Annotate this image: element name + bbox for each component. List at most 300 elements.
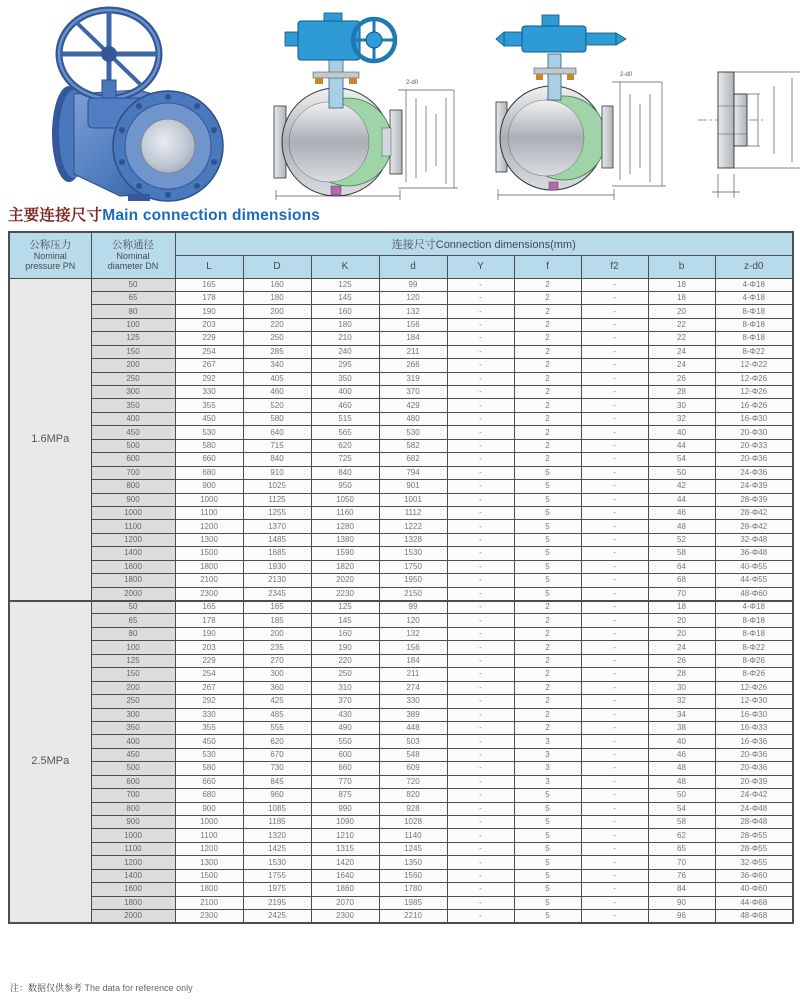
dim-cell: 220 <box>243 318 311 331</box>
dim-cell: - <box>581 318 648 331</box>
dn-cell: 2000 <box>91 587 175 600</box>
dim-cell: 24 <box>648 345 715 358</box>
dim-cell: 319 <box>379 372 447 385</box>
dim-cell: 2 <box>514 439 581 452</box>
stem-section <box>329 60 343 108</box>
dim-cell: 160 <box>311 627 379 640</box>
dn-cell: 1100 <box>91 520 175 533</box>
dim-cell: 132 <box>379 305 447 318</box>
dim-cell: 96 <box>648 910 715 923</box>
dim-cell: 2070 <box>311 896 379 909</box>
dim-cell: 1210 <box>311 829 379 842</box>
dim-cell: 26 <box>648 372 715 385</box>
dim-cell: 250 <box>311 668 379 681</box>
dim-cell: 99 <box>379 278 447 291</box>
table-body <box>9 278 793 923</box>
dim-cell: 254 <box>175 345 243 358</box>
dim-cell: 200 <box>243 305 311 318</box>
dim-cell: 20-Φ36 <box>715 762 793 775</box>
dim-cell: 44 <box>648 439 715 452</box>
dim-cell: 42 <box>648 480 715 493</box>
dn-cell: 50 <box>91 278 175 291</box>
col-header-zd0: z-d0 <box>715 256 793 279</box>
dim-cell: 3 <box>514 735 581 748</box>
dim-cell: 1530 <box>379 547 447 560</box>
dim-cell: 682 <box>379 453 447 466</box>
dim-cell: 1000 <box>175 493 243 506</box>
dim-cell: 405 <box>243 372 311 385</box>
dim-cell: 582 <box>379 439 447 452</box>
dim-cell: 794 <box>379 466 447 479</box>
dim-cell: 266 <box>379 359 447 372</box>
bonnet-plate <box>313 72 359 78</box>
dim-cell: - <box>447 332 514 345</box>
dim-cell: 2345 <box>243 587 311 600</box>
dim-cell: 184 <box>379 332 447 345</box>
dim-cell: 1100 <box>175 506 243 519</box>
dim-cell: 5 <box>514 493 581 506</box>
dim-cell: 2 <box>514 695 581 708</box>
dim-cell: - <box>581 735 648 748</box>
dn-cell: 2000 <box>91 910 175 923</box>
dim-cell: 2 <box>514 318 581 331</box>
dim-cell: - <box>447 789 514 802</box>
dim-cell: 355 <box>175 399 243 412</box>
dim-cell: 1090 <box>311 816 379 829</box>
dim-cell: 36-Φ60 <box>715 869 793 882</box>
dim-cell: - <box>581 412 648 425</box>
dim-cell: 132 <box>379 627 447 640</box>
dim-cell: - <box>447 305 514 318</box>
dim-cell: 292 <box>175 372 243 385</box>
dim-cell: - <box>581 506 648 519</box>
table-row <box>9 816 793 829</box>
table-row <box>9 856 793 869</box>
dimension-label: 2-d0 <box>620 72 633 78</box>
dim-cell: 715 <box>243 439 311 452</box>
dim-cell: 270 <box>243 654 311 667</box>
figures-row <box>0 2 800 202</box>
dim-cell: 1425 <box>243 842 311 855</box>
dim-cell: 680 <box>175 466 243 479</box>
dim-cell: - <box>581 533 648 546</box>
dim-cell: 2 <box>514 345 581 358</box>
dim-cell: - <box>447 359 514 372</box>
dim-cell: - <box>447 856 514 869</box>
dim-cell: 1185 <box>243 816 311 829</box>
dim-cell: 48 <box>648 775 715 788</box>
dim-cell: 2 <box>514 278 581 291</box>
valve-section-side-figure <box>494 2 672 202</box>
dim-cell: 990 <box>311 802 379 815</box>
dim-cell: 1100 <box>175 829 243 842</box>
col-header-D: D <box>243 256 311 279</box>
dim-cell: 928 <box>379 802 447 815</box>
dim-cell: 1245 <box>379 842 447 855</box>
dn-cell: 350 <box>91 721 175 734</box>
dn-cell: 250 <box>91 372 175 385</box>
dim-cell: 5 <box>514 533 581 546</box>
dim-cell: 1320 <box>243 829 311 842</box>
dim-cell: 220 <box>311 654 379 667</box>
dim-cell: 5 <box>514 560 581 573</box>
table-row <box>9 574 793 587</box>
dim-cell: 5 <box>514 789 581 802</box>
col-header-f: f <box>514 256 581 279</box>
drain-plug <box>128 194 150 201</box>
dim-cell: - <box>581 721 648 734</box>
dim-cell: 24-Φ36 <box>715 466 793 479</box>
dim-cell: 400 <box>311 386 379 399</box>
dim-cell: 16-Φ33 <box>715 721 793 734</box>
right-flange <box>602 106 613 168</box>
footnote-en: The data for reference only <box>84 983 193 993</box>
dn-cell: 1800 <box>91 574 175 587</box>
dim-cell: 660 <box>175 775 243 788</box>
dim-cell: - <box>581 910 648 923</box>
dim-cell: 550 <box>311 735 379 748</box>
dim-cell: 160 <box>243 278 311 291</box>
dim-cell: 1860 <box>311 883 379 896</box>
dim-cell: 24-Φ48 <box>715 802 793 815</box>
table-row <box>9 506 793 519</box>
dim-cell: 145 <box>311 614 379 627</box>
col-header-f2: f2 <box>581 256 648 279</box>
dim-cell: - <box>447 721 514 734</box>
dim-cell: 210 <box>311 332 379 345</box>
dim-cell: - <box>447 533 514 546</box>
table-row <box>9 735 793 748</box>
dim-cell: - <box>581 560 648 573</box>
dim-cell: - <box>581 453 648 466</box>
col-header-K: K <box>311 256 379 279</box>
dim-cell: - <box>581 291 648 304</box>
dim-cell: - <box>447 480 514 493</box>
table-row <box>9 466 793 479</box>
dim-cell: 1500 <box>175 869 243 882</box>
dim-cell: 1280 <box>311 520 379 533</box>
dim-cell: 503 <box>379 735 447 748</box>
dim-cell: 250 <box>243 332 311 345</box>
dim-cell: 2300 <box>175 910 243 923</box>
dim-cell: 2300 <box>311 910 379 923</box>
dim-cell: 5 <box>514 856 581 869</box>
table-row <box>9 627 793 640</box>
dim-cell: 448 <box>379 721 447 734</box>
dim-cell: - <box>447 587 514 600</box>
dim-cell: 68 <box>648 574 715 587</box>
dim-cell: - <box>447 318 514 331</box>
dim-cell: 1350 <box>379 856 447 869</box>
dim-cell: 2 <box>514 614 581 627</box>
dn-cell: 125 <box>91 654 175 667</box>
dn-cell: 900 <box>91 816 175 829</box>
dim-cell: 1370 <box>243 520 311 533</box>
dim-cell: 1560 <box>379 869 447 882</box>
dim-cell: - <box>581 842 648 855</box>
dim-cell: 203 <box>175 318 243 331</box>
dim-cell: 28 <box>648 668 715 681</box>
dim-cell: - <box>447 560 514 573</box>
dn-cell: 500 <box>91 439 175 452</box>
gear-actuator <box>285 13 395 61</box>
dim-cell: 16-Φ30 <box>715 412 793 425</box>
flange-figure <box>696 2 800 202</box>
dim-cell: 12-Φ26 <box>715 386 793 399</box>
valve-section-front-figure <box>268 2 466 202</box>
dim-cell: - <box>581 748 648 761</box>
dim-cell: 620 <box>243 735 311 748</box>
footnote-zh: 注：数据仅供参考 <box>10 983 83 993</box>
dim-cell: 3 <box>514 762 581 775</box>
table-row <box>9 560 793 573</box>
dim-cell: - <box>581 466 648 479</box>
col-header-Y: Y <box>447 256 514 279</box>
table-wrap <box>8 231 794 924</box>
dim-cell: 165 <box>175 278 243 291</box>
dim-cell: 480 <box>379 412 447 425</box>
dim-cell: - <box>581 856 648 869</box>
dim-cell: - <box>581 789 648 802</box>
dim-cell: 680 <box>175 789 243 802</box>
dim-cell: - <box>447 614 514 627</box>
dn-cell: 1200 <box>91 533 175 546</box>
dn-cell: 250 <box>91 695 175 708</box>
dim-cell: - <box>447 775 514 788</box>
dim-cell: 36-Φ48 <box>715 547 793 560</box>
dim-cell: - <box>447 708 514 721</box>
dim-cell: 20-Φ36 <box>715 748 793 761</box>
dim-cell: 1300 <box>175 533 243 546</box>
dim-cell: 16-Φ30 <box>715 708 793 721</box>
dim-cell: 24-Φ39 <box>715 480 793 493</box>
dim-cell: 8-Φ22 <box>715 345 793 358</box>
dn-cell: 450 <box>91 426 175 439</box>
dim-cell: - <box>581 775 648 788</box>
dim-cell: 200 <box>243 627 311 640</box>
dim-cell: 2 <box>514 305 581 318</box>
dim-cell: 178 <box>175 291 243 304</box>
dim-cell: 28-Φ39 <box>715 493 793 506</box>
dim-cell: - <box>581 439 648 452</box>
dim-cell: 1300 <box>175 856 243 869</box>
dim-cell: 300 <box>243 668 311 681</box>
table-row <box>9 829 793 842</box>
dim-cell: 609 <box>379 762 447 775</box>
dim-cell: 58 <box>648 816 715 829</box>
dim-cell: 8-Φ26 <box>715 654 793 667</box>
dim-cell: - <box>581 386 648 399</box>
dim-cell: 370 <box>379 386 447 399</box>
dim-cell: 16-Φ36 <box>715 735 793 748</box>
table-row <box>9 641 793 654</box>
dim-cell: 845 <box>243 775 311 788</box>
dim-cell: - <box>447 372 514 385</box>
dim-cell: 910 <box>243 466 311 479</box>
dim-cell: - <box>581 641 648 654</box>
dim-cell: 3 <box>514 748 581 761</box>
dim-cell: 8-Φ18 <box>715 627 793 640</box>
dim-cell: 2 <box>514 291 581 304</box>
dim-cell: 24-Φ42 <box>715 789 793 802</box>
seat-ring <box>382 128 391 156</box>
valve-section-front <box>268 2 466 202</box>
dim-cell: 76 <box>648 869 715 882</box>
dim-cell: 530 <box>175 426 243 439</box>
dim-cell: 1800 <box>175 883 243 896</box>
dim-cell: - <box>447 345 514 358</box>
dim-cell: 40-Φ55 <box>715 560 793 573</box>
dim-cell: 460 <box>243 386 311 399</box>
dim-cell: 145 <box>311 291 379 304</box>
dim-cell: - <box>447 547 514 560</box>
dim-cell: 5 <box>514 574 581 587</box>
dim-cell: 2 <box>514 654 581 667</box>
dim-cell: - <box>581 480 648 493</box>
dim-cell: 2 <box>514 601 581 614</box>
trunnion <box>549 182 558 190</box>
dim-cell: 330 <box>175 708 243 721</box>
dim-cell: 360 <box>243 681 311 694</box>
dim-cell: 3 <box>514 775 581 788</box>
dim-cell: 24 <box>648 359 715 372</box>
dim-cell: 46 <box>648 506 715 519</box>
dn-cell: 700 <box>91 466 175 479</box>
dim-cell: - <box>581 601 648 614</box>
dim-cell: 2 <box>514 359 581 372</box>
dim-cell: 840 <box>243 453 311 466</box>
dim-cell: 1328 <box>379 533 447 546</box>
dim-cell: 2230 <box>311 587 379 600</box>
dim-cell: 770 <box>311 775 379 788</box>
dim-cell: - <box>581 547 648 560</box>
dim-cell: 44-Φ68 <box>715 896 793 909</box>
dim-cell: 184 <box>379 654 447 667</box>
table-row <box>9 896 793 909</box>
trunnion <box>331 186 341 195</box>
dn-cell: 80 <box>91 627 175 640</box>
dim-cell: 32 <box>648 412 715 425</box>
table-row <box>9 681 793 694</box>
dim-cell: 1950 <box>379 574 447 587</box>
table-row <box>9 668 793 681</box>
dim-cell: 2 <box>514 412 581 425</box>
dim-cell: - <box>447 574 514 587</box>
dim-cell: 38 <box>648 721 715 734</box>
dim-cell: 292 <box>175 695 243 708</box>
dim-cell: - <box>581 332 648 345</box>
footnote <box>10 981 193 994</box>
table-row <box>9 359 793 372</box>
dim-cell: 310 <box>311 681 379 694</box>
dim-cell: 900 <box>175 802 243 815</box>
dim-cell: 2300 <box>175 587 243 600</box>
dim-cell: 600 <box>311 748 379 761</box>
dim-cell: 901 <box>379 480 447 493</box>
dim-cell: 5 <box>514 842 581 855</box>
page-title-zh: 主要连接尺寸 <box>8 207 103 224</box>
dim-cell: 1315 <box>311 842 379 855</box>
stud-nut <box>536 74 543 80</box>
dim-cell: 5 <box>514 869 581 882</box>
table-row <box>9 614 793 627</box>
dim-cell: 2100 <box>175 574 243 587</box>
dim-cell: 950 <box>311 480 379 493</box>
dim-cell: 2210 <box>379 910 447 923</box>
table-row <box>9 802 793 815</box>
dn-cell: 65 <box>91 291 175 304</box>
stud-nut <box>567 74 574 80</box>
dn-cell: 800 <box>91 480 175 493</box>
dim-cell: - <box>447 439 514 452</box>
dim-cell: 190 <box>311 641 379 654</box>
table-row <box>9 399 793 412</box>
dim-cell: 530 <box>175 748 243 761</box>
dim-cell: 5 <box>514 802 581 815</box>
dim-cell: 2195 <box>243 896 311 909</box>
dim-cell: 5 <box>514 910 581 923</box>
dim-cell: 165 <box>243 601 311 614</box>
dim-cell: 2 <box>514 426 581 439</box>
dim-cell: - <box>447 654 514 667</box>
dim-cell: 32 <box>648 695 715 708</box>
dim-cell: 5 <box>514 506 581 519</box>
dim-cell: 46 <box>648 748 715 761</box>
dim-cell: 8-Φ18 <box>715 318 793 331</box>
dn-cell: 1800 <box>91 896 175 909</box>
dim-cell: - <box>447 426 514 439</box>
dim-cell: - <box>447 842 514 855</box>
dim-cell: 425 <box>243 695 311 708</box>
dim-cell: 12-Φ26 <box>715 681 793 694</box>
dim-cell: - <box>581 668 648 681</box>
dim-cell: 2 <box>514 641 581 654</box>
dim-cell: 1160 <box>311 506 379 519</box>
dim-cell: 1975 <box>243 883 311 896</box>
dim-cell: 1985 <box>379 896 447 909</box>
dim-cell: 18 <box>648 291 715 304</box>
dim-cell: - <box>447 668 514 681</box>
dim-cell: 156 <box>379 641 447 654</box>
table-row <box>9 345 793 358</box>
dim-cell: 20 <box>648 627 715 640</box>
dim-cell: - <box>581 372 648 385</box>
col-header-d: d <box>379 256 447 279</box>
dim-cell: 254 <box>175 668 243 681</box>
dim-cell: 485 <box>243 708 311 721</box>
dimensions-table <box>8 231 794 924</box>
dim-cell: - <box>581 359 648 372</box>
dn-cell: 300 <box>91 708 175 721</box>
dim-cell: - <box>447 829 514 842</box>
dim-cell: 40 <box>648 426 715 439</box>
dn-cell: 1200 <box>91 856 175 869</box>
dim-cell: 2 <box>514 627 581 640</box>
diameter-header: 公称通径 Nominal diameter DN <box>91 232 175 278</box>
dim-cell: 99 <box>379 601 447 614</box>
dim-cell: 240 <box>311 345 379 358</box>
dim-cell: 190 <box>175 627 243 640</box>
dim-cell: 1085 <box>243 802 311 815</box>
motor-actuator <box>496 15 626 52</box>
dn-cell: 400 <box>91 735 175 748</box>
dim-cell: 840 <box>311 466 379 479</box>
dn-cell: 400 <box>91 412 175 425</box>
dim-cell: 125 <box>311 278 379 291</box>
dim-cell: - <box>581 883 648 896</box>
dim-cell: 1025 <box>243 480 311 493</box>
dim-cell: - <box>447 641 514 654</box>
